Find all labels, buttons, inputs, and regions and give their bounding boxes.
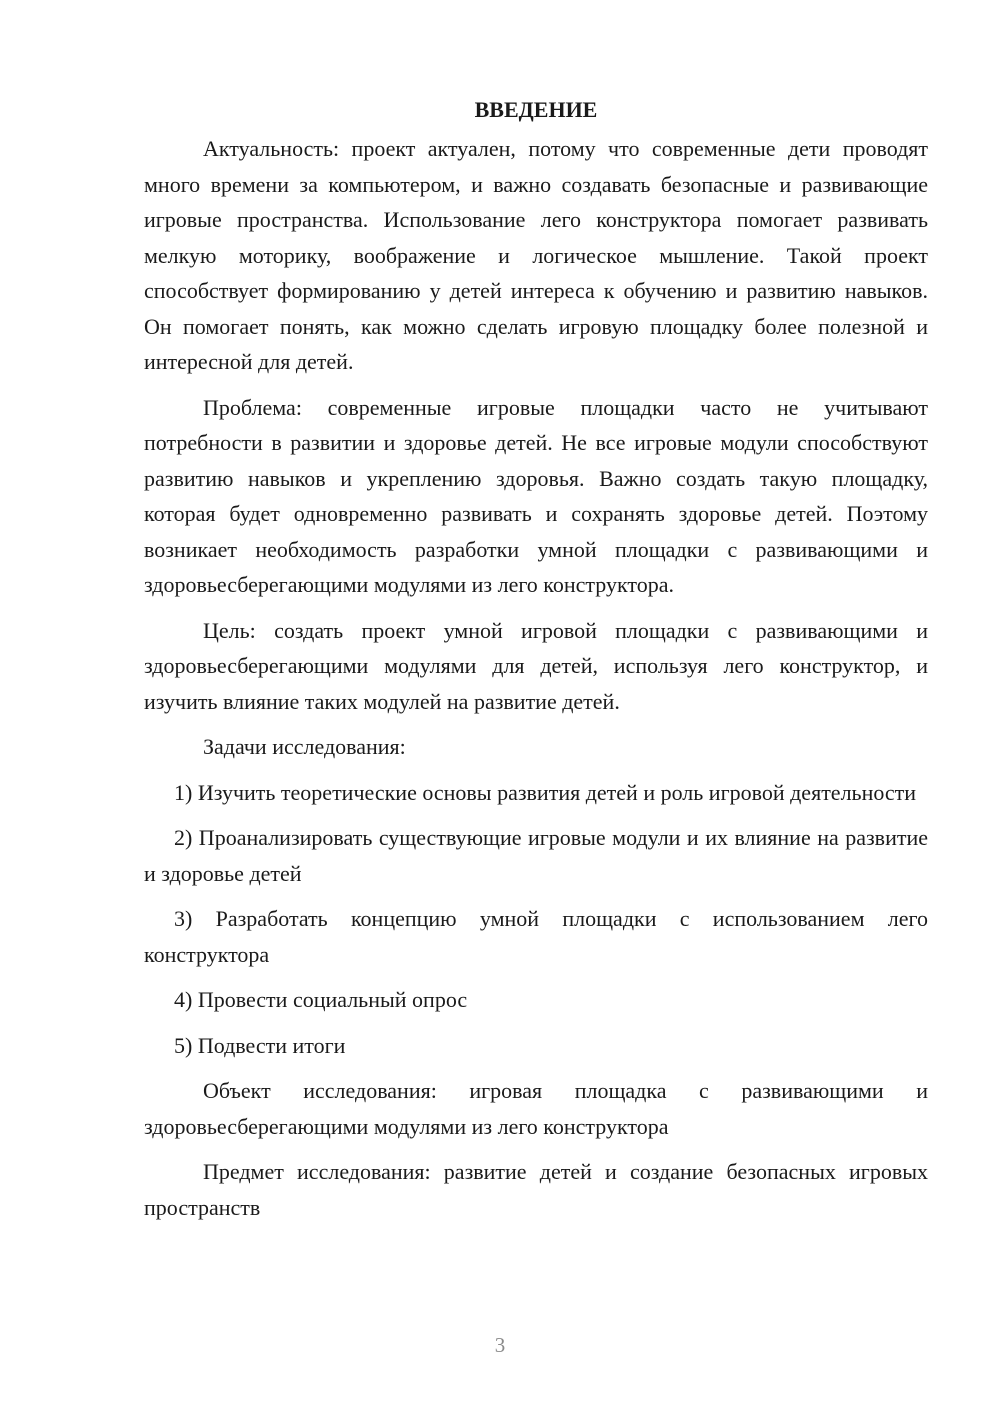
object-paragraph: Объект исследования: игровая площадка с развивающими и здоровьесберегающими модулями из лего конструктора: [144, 1078, 928, 1139]
relevance-paragraph: Актуальность: проект актуален, потому что современные дети проводят много времени за компьютером, и важно создавать безопасные и развивающие игровые пространства. Использование лего конструктора помогает развивать мелкую моторику, воображение и логическое мышление. Такой проект способствует формированию у детей интереса к обучению и развитию навыков. Он помогает понять, как можно сделать игровую площадку более полезной и интересной для детей.: [144, 136, 928, 374]
document-page: [144, 92, 928, 1235]
list-item: 4) Провести социальный опрос: [174, 987, 468, 1012]
tasks-list: [144, 775, 928, 1064]
list-item: 1) Изучить теоретические основы развития детей и роль игровой деятельности: [174, 779, 917, 805]
page-number: 3: [494, 1333, 506, 1357]
goal-paragraph: Цель: создать проект умной игровой площадки с развивающими и здоровьесберегающими модулями для детей, используя лего конструктор, и изучить влияние таких модулей на развитие детей.: [144, 617, 928, 714]
section-title: ВВЕДЕНИЕ: [474, 97, 598, 122]
tasks-heading: Задачи исследования:: [203, 734, 406, 759]
problem-paragraph: Проблема: современные игровые площадки часто не учитывают потребности в развитии и здоровье детей. Не все игровые модули способствуют развитию навыков и укреплению здоровья. Важно создать такую площадку, которая будет одновременно развивать и сохранять здоровье детей. Поэтому возникает необходимость разработки умной площадки с развивающими и здоровьесберегающими модулями из лего конструктора.: [144, 394, 928, 597]
subject-paragraph: Предмет исследования: развитие детей и создание безопасных игровых пространств: [144, 1159, 928, 1220]
list-item: 5) Подвести итоги: [174, 1032, 346, 1058]
list-item: 2) Проанализировать существующие игровые модули и их влияние на развитие и здоровье детей: [144, 825, 928, 886]
list-item: 3) Разработать концепцию умной площадки с использованием лего конструктора: [144, 906, 928, 967]
